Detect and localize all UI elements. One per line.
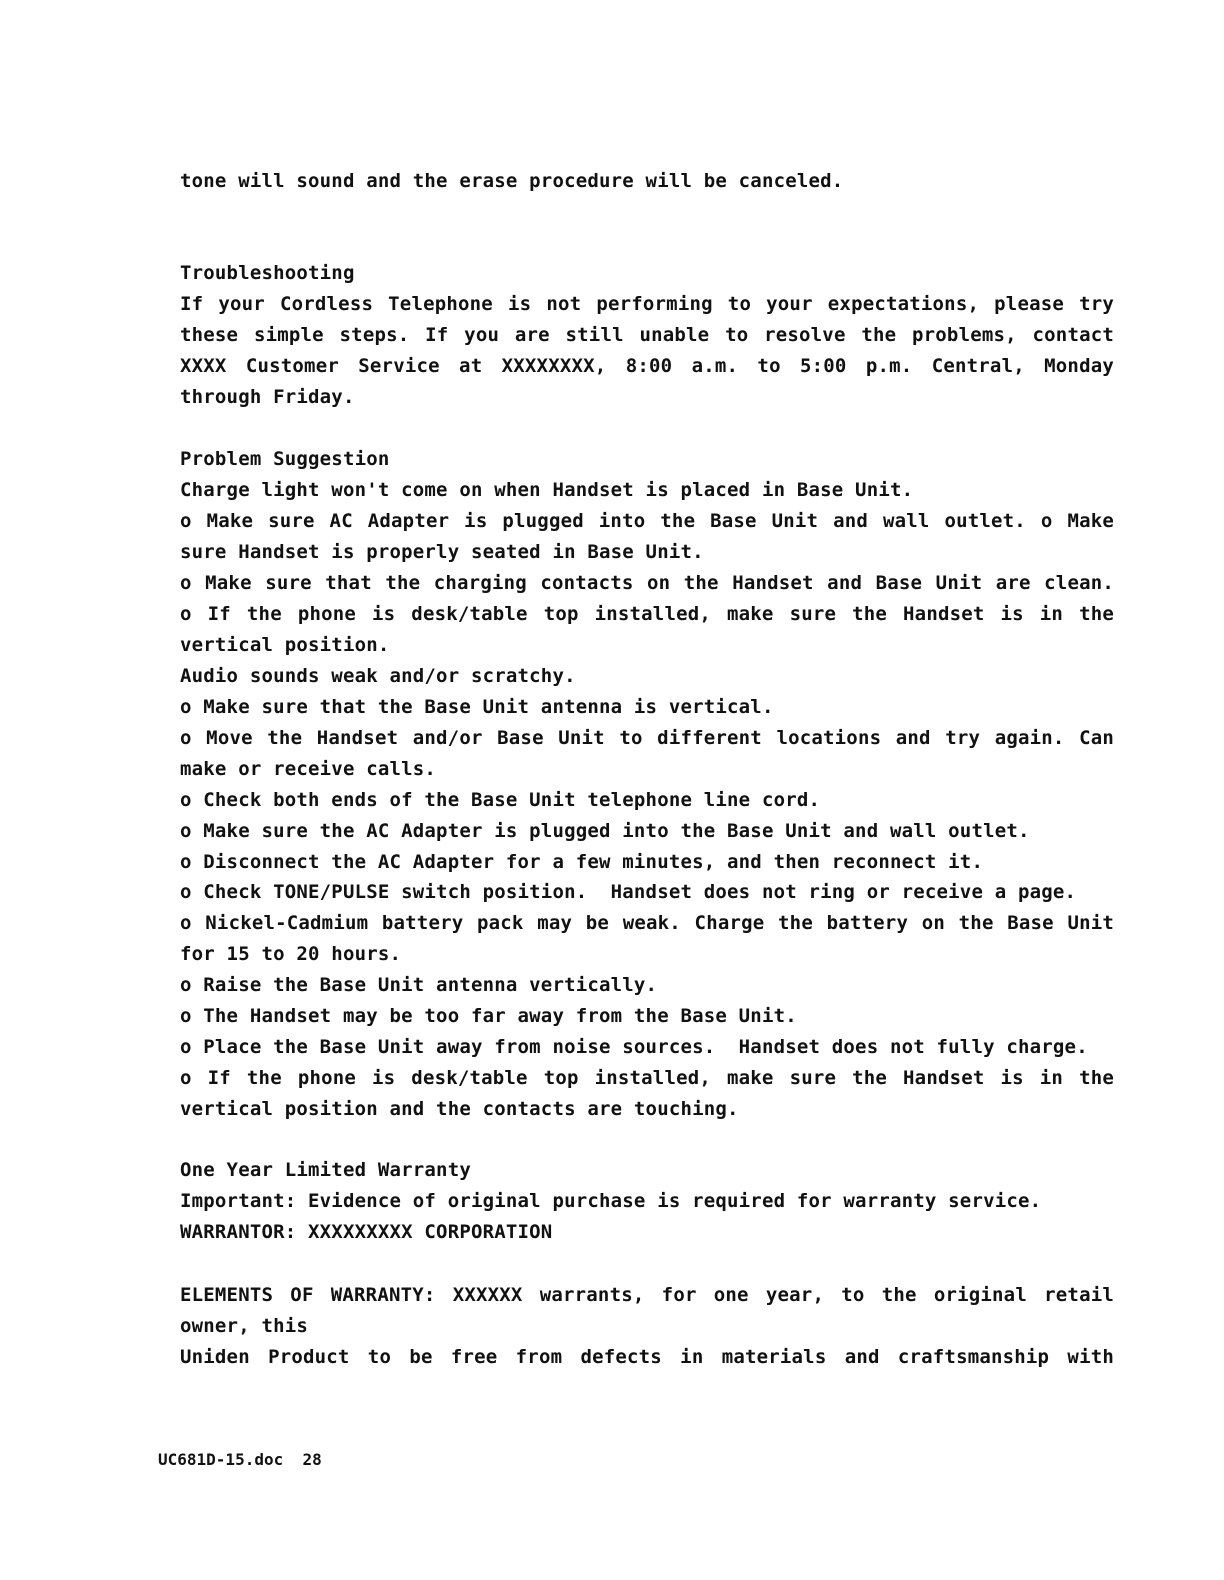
- text-line: sure Handset is properly seated in Base Unit.: [180, 541, 704, 563]
- text-line: ELEMENTS OF WARRANTY: XXXXXX warrants, for one year, to the original retail: [180, 1284, 1114, 1306]
- text-line: through Friday.: [180, 386, 355, 408]
- text-line: for 15 to 20 hours.: [180, 943, 402, 965]
- text-line: Uniden Product to be free from defects in materials and craftsmanship with: [180, 1346, 1114, 1368]
- text-line: make or receive calls.: [180, 758, 437, 780]
- text-line: o Make sure that the Base Unit antenna is vertical.: [180, 696, 774, 718]
- text-line: Charge light won't come on when Handset is placed in Base Unit.: [180, 479, 914, 501]
- text-line: o If the phone is desk/table top installed, make sure the Handset is in the: [180, 603, 1114, 625]
- text-line: vertical position and the contacts are touching.: [180, 1098, 739, 1120]
- text-line: o Place the Base Unit away from noise sources. Handset does not fully charge.: [180, 1036, 1088, 1058]
- text-line: Audio sounds weak and/or scratchy.: [180, 665, 576, 687]
- text-line: o Make sure the AC Adapter is plugged into the Base Unit and wall outlet.: [180, 820, 1030, 842]
- text-line: o Make sure that the charging contacts on the Handset and Base Unit are clean.: [180, 572, 1114, 594]
- text-line: Problem Suggestion: [180, 448, 390, 470]
- text-line: o Check TONE/PULSE switch position. Handset does not ring or receive a page.: [180, 881, 1077, 903]
- text-line: vertical position.: [180, 634, 390, 656]
- text-line: One Year Limited Warranty: [180, 1159, 471, 1181]
- text-line: o Disconnect the AC Adapter for a few minutes, and then reconnect it.: [180, 851, 984, 873]
- text-line: o Move the Handset and/or Base Unit to different locations and try again. Can: [180, 727, 1114, 749]
- text-line: WARRANTOR: XXXXXXXXX CORPORATION: [180, 1221, 553, 1243]
- text-line: owner, this: [180, 1315, 309, 1337]
- text-line: o Make sure AC Adapter is plugged into the Base Unit and wall outlet. o Make: [180, 510, 1114, 532]
- text-line: o If the phone is desk/table top installed, make sure the Handset is in the: [180, 1067, 1114, 1089]
- page-footer: UC681D-15.doc 28: [158, 1450, 322, 1469]
- text-line: these simple steps. If you are still unable to resolve the problems, contact: [180, 324, 1114, 346]
- text-line: If your Cordless Telephone is not performing to your expectations, please try: [180, 293, 1114, 315]
- text-line: o The Handset may be too far away from the Base Unit.: [180, 1005, 797, 1027]
- text-line: o Check both ends of the Base Unit telephone line cord.: [180, 789, 821, 811]
- text-line: Troubleshooting: [180, 262, 355, 284]
- text-line: Important: Evidence of original purchase is required for warranty service.: [180, 1190, 1042, 1212]
- text-line: o Raise the Base Unit antenna vertically.: [180, 974, 658, 996]
- text-line: o Nickel-Cadmium battery pack may be weak. Charge the battery on the Base Unit: [180, 912, 1114, 934]
- text-line: tone will sound and the erase procedure will be canceled.: [180, 170, 844, 192]
- text-line: XXXX Customer Service at XXXXXXXX, 8:00 a.m. to 5:00 p.m. Central, Monday: [180, 355, 1114, 377]
